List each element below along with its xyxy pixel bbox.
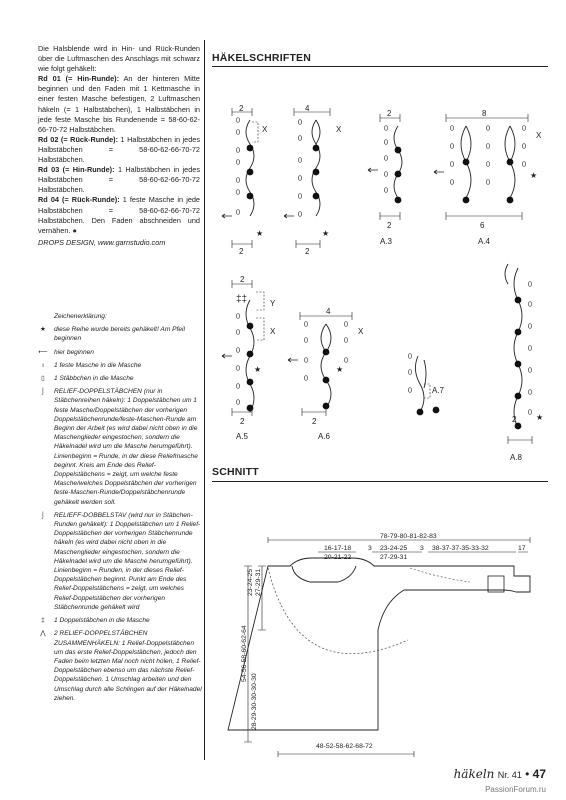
row-3-text: 1 Halbstäbchen in jedes Halbstäbchen = 58-60-62-66-70-72 Halbstäbchen. (38, 165, 200, 195)
chart-a5-label: A.5 (236, 432, 249, 441)
section-heading-schema: SCHNITT (212, 466, 259, 478)
chart-a3 (368, 109, 402, 246)
watermark: PassionForum.ru (485, 785, 546, 794)
page-footer (454, 767, 546, 781)
half-dc-icon: ▯ (41, 375, 45, 383)
chart-a4-x: X (536, 131, 542, 140)
legend-text: 1 feste Masche in die Masche (54, 361, 142, 369)
dim-shoulder-a: 23-24-25 (380, 545, 408, 552)
legend-text: 1 Stäbbchen in die Masche (54, 375, 134, 383)
chart-a5-top-count: 2 (240, 275, 245, 284)
chart-a1-bottom-count: 2 (239, 247, 244, 256)
dim-armhole: 23-24-25 (247, 568, 254, 596)
star-icon: ★ (256, 229, 264, 238)
chart-a1-top-count: 2 (239, 104, 244, 113)
legend-text: RELIEF-DOPPELSTÄBCHEN (nur in Stäbchenreihen häkeln): 1 Doppelstäbchen um 1 feste Masche/Doppelstäbchen der vorherigen Doppelstäbchenrunde/feste-Maschen-Runde am Beginn der Arbeit (es wird dabei nicht oben in die Maschenglieder eingestochen, sondern die Häkelnadel wird um die Masche herumgeführt). Linienbeginn = Runde, in der diese Reliefmasche beginnt. Kreis am Ende des Relief-Doppelstäbchens = zeigt, um welche feste Masche/welches Doppelstäbchen der vorherigen feste-Maschen-Runde/Doppelstäbchenrunde gehäkelt werden soll. (54, 388, 198, 506)
garment-schematic (228, 533, 530, 757)
chart-a6-bottom-count: 2 (312, 417, 317, 426)
arrow-icon: ⟵ (38, 348, 48, 356)
relief-dc-together-icon: ⋀ (40, 630, 46, 638)
double-crochet-icon: ‡ (41, 617, 45, 625)
legend-title: Zeichenerklärung: (54, 313, 107, 320)
chart-a6-top-count: 4 (326, 307, 331, 316)
chart-a4-label: A.4 (478, 237, 491, 246)
chart-a8-bottom-count: 2 (512, 415, 517, 424)
relief-dc-icon: ⌡ (41, 388, 45, 396)
star-icon: ★ (530, 171, 538, 180)
chart-a2-bottom-count: 2 (305, 247, 310, 256)
chart-a6-x: X (358, 327, 364, 336)
star-icon: ★ (254, 365, 262, 374)
chart-a3-top-count: 2 (387, 109, 392, 118)
chart-a3-bottom-count: 2 (387, 221, 392, 230)
dim-neck-width: 16-17-18 (324, 545, 352, 552)
credit: DROPS DESIGN, www.garnstudio.com (38, 237, 166, 247)
chart-a7 (408, 354, 444, 416)
row-4-label: Rd 04 (= Rück-Runde): (38, 195, 120, 205)
issue-number: Nr. 41 (497, 770, 522, 780)
star-icon: ★ (536, 413, 544, 422)
chart-a8 (505, 264, 543, 462)
row-4-text: 1 feste Masche in jede Halbstäbchen = 58-60-62-66-70-72 Halbstäbchen. Den Faden abschneiden und vernähen. ● (38, 195, 200, 235)
body-outline (228, 558, 530, 730)
dim-three: 3 (368, 545, 372, 552)
chart-a4-bottom-count: 6 (480, 221, 485, 230)
dim-armhole-2: 27-29-31 (255, 568, 262, 596)
row-3-label: Rd 03 (= Hin-Runde): (38, 165, 115, 175)
star-icon: ★ (336, 365, 344, 374)
chart-a2-top-count: 4 (305, 104, 310, 113)
chart-a2 (284, 104, 342, 256)
row-2-text: 1 Halbstäbchen in jedes Halbstäbchen = 58-60-62-66-70-72 Halbstäbchen. (38, 134, 201, 165)
single-crochet-icon: ı (42, 361, 44, 369)
magazine-name: häkeln (453, 767, 495, 781)
chart-a4-top-count: 8 (482, 109, 487, 118)
dim-three-b: 3 (420, 545, 424, 552)
row-1-text: An der hinteren Mitte beginnen und den Faden mit 1 Kettmasche in einer festen Masche befestigen, 2 Luftmaschen häkeln (= 1 Halbstäbchen), 1 Halbstäbchen in jede feste Masche bis Rundenende = 58-60-62-66-70-72 Halbstäbchen. (38, 74, 200, 134)
chart-a3-label: A.3 (380, 237, 393, 246)
row-2-label: Rd 02 (= Rück-Runde): (38, 134, 119, 144)
star-icon: ★ (40, 326, 46, 334)
legend-text: RELIEFF-DOBBELSTAV (wird nur in Stäbchen-Runden gehäkelt): 1 Doppelstäbchen um 1 Relief-Doppelstäbchen der vorherigen Stäbchenrunde häkeln (es wird dabei nicht oben in die Maschenglieder eingestochen, sondern die Häkelnadel wird um die Masche herumgeführt). Linienbeginn = Runden, in der dieses Relief-Doppelstäbchen beginnt. Punkt am Ende des Relief-Doppelstäbchens = zeigt, um welches Relief-Doppelstäbchen der vorherigen Stäbchenrunde gehäkelt wird (54, 511, 201, 611)
chart-a5-bottom-count: 2 (240, 417, 245, 426)
chart-a4 (434, 109, 542, 246)
relief-double-stitch-icon: ⌡ (41, 511, 45, 519)
chart-a5-x: X (270, 327, 276, 336)
neckline (292, 566, 356, 582)
dim-sleeve-b: 17 (518, 545, 526, 552)
dim-sleeve-total: 78-79-80-81-82-83 (380, 533, 437, 540)
chart-a6-label: A.6 (318, 432, 331, 441)
dim-sleeve-a: 38-37-37-35-33-32 (432, 545, 489, 552)
star-icon: ★ (322, 229, 330, 238)
row-1-label: Rd 01 (= Hin-Runde): (38, 74, 120, 84)
chart-a5 (222, 275, 276, 441)
dim-side-length: 28-29-30-30-30-30 (251, 673, 258, 730)
legend-text: 1 Doppelstäbchen in die Masche (54, 617, 150, 625)
chart-a7-label: A.7 (432, 386, 445, 395)
chart-a1 (222, 104, 268, 256)
chart-a8-label: A.8 (510, 453, 523, 462)
legend-text: hier beginnen (54, 348, 94, 356)
dim-neck-width-2: 20-21-22 (324, 554, 352, 561)
chart-a5-y: Y (270, 299, 276, 308)
dim-shoulder-b: 27-29-31 (380, 554, 408, 561)
chart-a2-x: X (336, 125, 342, 134)
chart-a1-x: X (262, 125, 268, 134)
dim-width: 48-52-58-62-68-72 (316, 743, 373, 750)
double-crochet-icon: ‡‡ (236, 294, 248, 305)
dim-body-length: 54-56-58-60-62-64 (241, 625, 248, 682)
legend-text: diese Reihe wurde bereits gehäkelt! Am Pfeil beginnen (54, 326, 185, 343)
section-heading-charts: HÄKELSCHRIFTEN (212, 52, 312, 64)
raglan-curve (268, 568, 408, 654)
legend-text: 2 RELIEF-DOPPELSTÄBCHEN ZUSAMMENHÄKELN: 1 Relief-Doppelstäbchen um das erste Relief-Doppelstäbchen, jedoch den Faden beim letzten Mal noch nicht holen, 1 Relief-Doppelstäbchen ebenso um das nächste Relief-Doppelstäbchen. 1 Umschlag arbeiten und den Umschlag durch alle Schlingen auf der Häkelnadel ziehen. (54, 630, 202, 702)
chart-a6 (288, 307, 364, 441)
instructions-intro: Die Halsblende wird in Hin- und Rück-Runden über die Luftmaschen des Anschlags mit schwarz wie folgt gehäkelt: (38, 44, 200, 74)
bullet: • (525, 767, 530, 781)
page-number: 47 (532, 767, 546, 781)
